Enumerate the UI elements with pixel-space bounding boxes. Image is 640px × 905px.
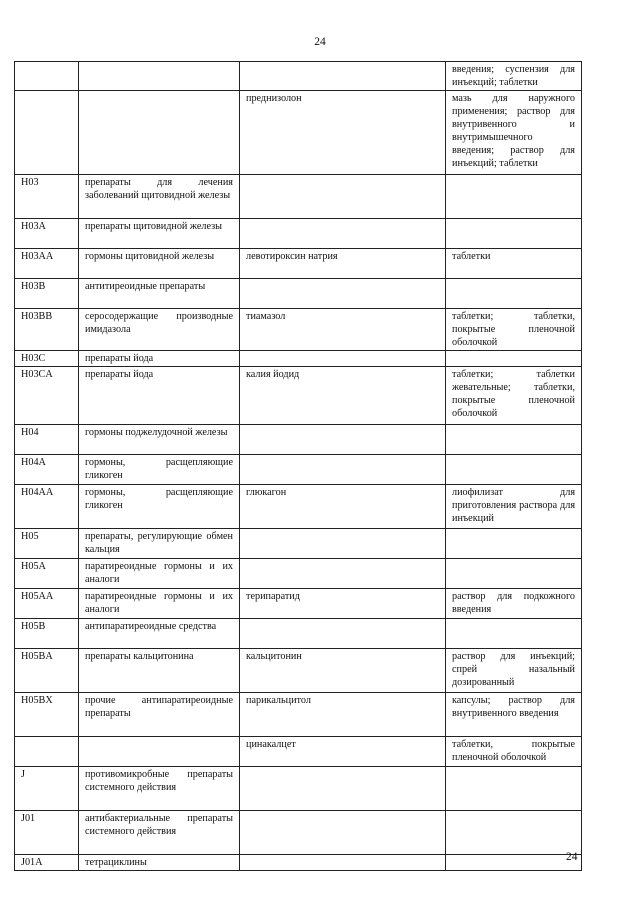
- drug-name-cell: [240, 529, 446, 559]
- dosage-form-cell: таблетки: [446, 249, 582, 279]
- group-name-cell: [79, 62, 240, 91]
- dosage-form-cell: введения; суспензия для инъекций; таблетки: [446, 62, 582, 91]
- table-row: [15, 249, 582, 279]
- table-row: [15, 649, 582, 693]
- drug-name-cell: [240, 619, 446, 649]
- group-name-cell: гормоны, расщепляющие гликоген: [79, 485, 240, 529]
- dosage-form-cell: [446, 425, 582, 455]
- drug-name-cell: [240, 811, 446, 855]
- group-name-cell: препараты кальцитонина: [79, 649, 240, 693]
- dosage-form-cell: [446, 219, 582, 249]
- drug-name-cell: [240, 279, 446, 309]
- table-row: [15, 175, 582, 219]
- atc-code-cell: [15, 737, 79, 767]
- table-row: [15, 91, 582, 175]
- dosage-form-cell: [446, 175, 582, 219]
- atc-code-cell: H03: [15, 175, 79, 219]
- table-row: [15, 351, 582, 367]
- drug-name-cell: калия йодид: [240, 367, 446, 425]
- table-row: [15, 855, 582, 871]
- dosage-form-cell: [446, 455, 582, 485]
- atc-code-cell: H05: [15, 529, 79, 559]
- dosage-form-cell: [446, 767, 582, 811]
- drug-table: [14, 61, 582, 871]
- group-name-cell: [79, 91, 240, 175]
- table-row: [15, 589, 582, 619]
- group-name-cell: серосодержащие производные имидазола: [79, 309, 240, 351]
- group-name-cell: [79, 737, 240, 767]
- table-row: [15, 485, 582, 529]
- drug-name-cell: [240, 351, 446, 367]
- atc-code-cell: H05B: [15, 619, 79, 649]
- dosage-form-cell: лиофилизат для приготовления раствора для инъекций: [446, 485, 582, 529]
- group-name-cell: препараты щитовидной железы: [79, 219, 240, 249]
- table-row: [15, 693, 582, 737]
- table-row: [15, 767, 582, 811]
- atc-code-cell: J01A: [15, 855, 79, 871]
- dosage-form-cell: [446, 529, 582, 559]
- atc-code-cell: H05AA: [15, 589, 79, 619]
- group-name-cell: тетрациклины: [79, 855, 240, 871]
- page-number-bottom: 24: [566, 851, 578, 863]
- atc-code-cell: H05BX: [15, 693, 79, 737]
- atc-code-cell: H03CA: [15, 367, 79, 425]
- dosage-form-cell: [446, 619, 582, 649]
- drug-table-body: [15, 62, 582, 871]
- atc-code-cell: H04AA: [15, 485, 79, 529]
- drug-name-cell: преднизолон: [240, 91, 446, 175]
- group-name-cell: прочие антипаратиреоидные препараты: [79, 693, 240, 737]
- table-row: [15, 425, 582, 455]
- dosage-form-cell: таблетки; таблетки, покрытые пленочной оболочкой: [446, 309, 582, 351]
- atc-code-cell: H05A: [15, 559, 79, 589]
- drug-name-cell: тиамазол: [240, 309, 446, 351]
- atc-code-cell: H03A: [15, 219, 79, 249]
- table-row: [15, 811, 582, 855]
- group-name-cell: паратиреоидные гормоны и их аналоги: [79, 559, 240, 589]
- atc-code-cell: [15, 62, 79, 91]
- group-name-cell: гормоны, расщепляющие гликоген: [79, 455, 240, 485]
- drug-name-cell: [240, 425, 446, 455]
- table-row: [15, 737, 582, 767]
- atc-code-cell: H04: [15, 425, 79, 455]
- atc-code-cell: [15, 91, 79, 175]
- atc-code-cell: H04A: [15, 455, 79, 485]
- atc-code-cell: H03B: [15, 279, 79, 309]
- dosage-form-cell: [446, 559, 582, 589]
- drug-name-cell: [240, 455, 446, 485]
- dosage-form-cell: раствор для инъекций; спрей назальный дозированный: [446, 649, 582, 693]
- group-name-cell: противомикробные препараты системного действия: [79, 767, 240, 811]
- dosage-form-cell: [446, 351, 582, 367]
- group-name-cell: препараты йода: [79, 367, 240, 425]
- drug-name-cell: [240, 175, 446, 219]
- group-name-cell: препараты, регулирующие обмен кальция: [79, 529, 240, 559]
- table-row: [15, 367, 582, 425]
- table-row: [15, 559, 582, 589]
- table-row: [15, 619, 582, 649]
- dosage-form-cell: [446, 279, 582, 309]
- page-number-top: 24: [314, 36, 326, 48]
- table-row: [15, 529, 582, 559]
- dosage-form-cell: мазь для наружного применения; раствор для внутривенного и внутримышечного введения; раствор для инъекций; таблетки: [446, 91, 582, 175]
- atc-code-cell: H05BA: [15, 649, 79, 693]
- group-name-cell: препараты йода: [79, 351, 240, 367]
- atc-code-cell: J: [15, 767, 79, 811]
- table-row: [15, 62, 582, 91]
- group-name-cell: гормоны поджелудочной железы: [79, 425, 240, 455]
- drug-name-cell: [240, 62, 446, 91]
- group-name-cell: антитиреоидные препараты: [79, 279, 240, 309]
- atc-code-cell: H03C: [15, 351, 79, 367]
- table-row: [15, 455, 582, 485]
- atc-code-cell: J01: [15, 811, 79, 855]
- table-row: [15, 279, 582, 309]
- atc-code-cell: H03BB: [15, 309, 79, 351]
- dosage-form-cell: [446, 855, 582, 871]
- drug-name-cell: цинакалцет: [240, 737, 446, 767]
- group-name-cell: антибактериальные препараты системного действия: [79, 811, 240, 855]
- atc-code-cell: H03AA: [15, 249, 79, 279]
- dosage-form-cell: капсулы; раствор для внутривенного введения: [446, 693, 582, 737]
- drug-name-cell: терипаратид: [240, 589, 446, 619]
- drug-name-cell: [240, 855, 446, 871]
- table-row: [15, 219, 582, 249]
- group-name-cell: паратиреоидные гормоны и их аналоги: [79, 589, 240, 619]
- dosage-form-cell: таблетки, покрытые пленочной оболочкой: [446, 737, 582, 767]
- group-name-cell: препараты для лечения заболеваний щитовидной железы: [79, 175, 240, 219]
- dosage-form-cell: раствор для подкожного введения: [446, 589, 582, 619]
- drug-name-cell: [240, 559, 446, 589]
- dosage-form-cell: [446, 811, 582, 855]
- group-name-cell: гормоны щитовидной железы: [79, 249, 240, 279]
- drug-name-cell: [240, 767, 446, 811]
- table-row: [15, 309, 582, 351]
- dosage-form-cell: таблетки; таблетки жевательные; таблетки, покрытые пленочной оболочкой: [446, 367, 582, 425]
- drug-name-cell: кальцитонин: [240, 649, 446, 693]
- drug-name-cell: глюкагон: [240, 485, 446, 529]
- drug-name-cell: парикальцитол: [240, 693, 446, 737]
- drug-name-cell: [240, 219, 446, 249]
- group-name-cell: антипаратиреоидные средства: [79, 619, 240, 649]
- drug-name-cell: левотироксин натрия: [240, 249, 446, 279]
